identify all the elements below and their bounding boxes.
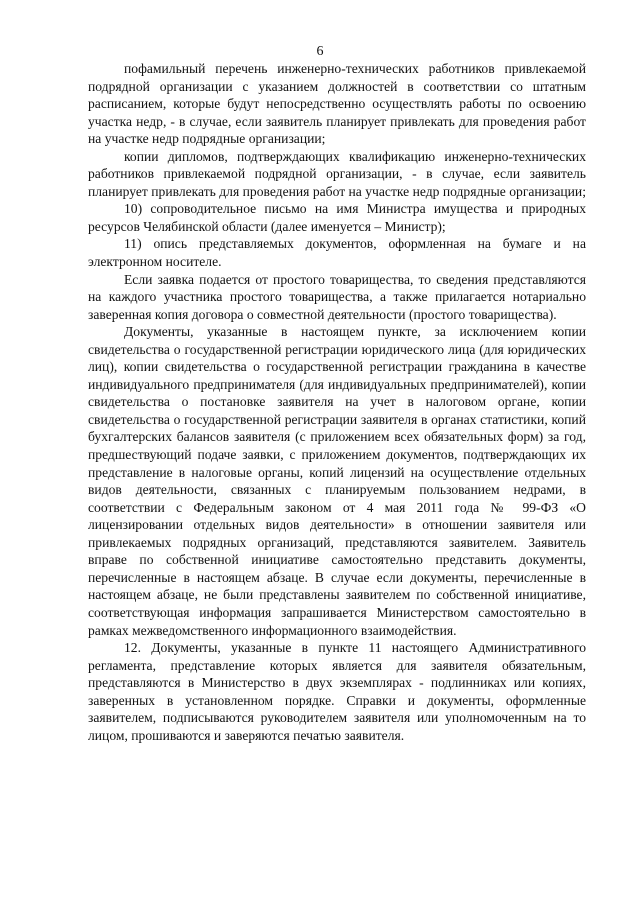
paragraph-engineering-staff-list: пофамильный перечень инженерно-технических работников привлекаемой подрядной организации с указанием должностей в соответствии со штатным расписанием, которые будут непосредственно осуществлять работы по освоению участка недр, - в случае, если заявитель планирует привлекать для проведения работ на участке недр подрядные организации; xyxy=(88,61,586,147)
document-body xyxy=(88,60,586,744)
page-number: 6 xyxy=(316,44,324,59)
paragraph-documents-exceptions: Документы, указанные в настоящем пункте, за исключением копии свидетельства о государственной регистрации юридического лица (для юридических лиц), копии свидетельства о государственной регистрации гражданина в качестве индивидуального предпринимателя (для индивидуальных предпринимателей), копии свидетельства о постановке заявителя на учет в налоговом органе, копии свидетельства о государственной регистрации заявителя в органах статистики, копий бухгалтерских балансов заявителя (с приложением всех обязательных форм) за год, предшествующий подаче заявки, с приложением документов, подтверждающих их представление в налоговые органы, копий лицензий на осуществление отдельных видов деятельности, связанных с планируемым пользованием недрами, в соответствии с Федеральным законом от 4 мая 2011 года № 99-ФЗ «О лицензировании отдельных видов деятельности» в отношении заявителя или привлекаемых подрядных организаций, представляются заявителем. Заявитель вправе по собственной инициативе самостоятельно представить документы, перечисленные в настоящем абзаце. В случае если документы, перечисленные в настоящем абзаце, не были представлены заявителем по собственной инициативе, соответствующая информация запрашивается Министерством самостоятельно в рамках межведомственного информационного взаимодействия. xyxy=(88,324,586,638)
paragraph-item-12-submission: 12. Документы, указанные в пункте 11 настоящего Административного регламента, представление которых является для заявителя обязательным, представляются в Министерство в двух экземплярах - подлинниках или копиях, заверенных в установленном порядке. Справки и документы, оформленные заявителем, подписываются руководителем заявителя или уполномоченным на то лицом, прошиваются и заверяются печатью заявителя. xyxy=(88,640,586,743)
paragraph-item-11-inventory: 11) опись представляемых документов, оформленная на бумаге и на электронном носителе. xyxy=(88,236,586,270)
paragraph-diploma-copies: копии дипломов, подтверждающих квалификацию инженерно-технических работников привлекаемой подрядной организации, - в случае, если заявитель планирует привлекать для проведения работ на участке недр подрядные организации; xyxy=(88,148,586,199)
paragraph-simple-partnership: Если заявка подается от простого товарищества, то сведения представляются на каждого участника простого товарищества, а также прилагается нотариально заверенная копия договора о совместной деятельности (простого товарищества). xyxy=(88,271,586,322)
paragraph-item-10-cover-letter: 10) сопроводительное письмо на имя Министра имущества и природных ресурсов Челябинской области (далее именуется – Министр); xyxy=(88,201,586,234)
